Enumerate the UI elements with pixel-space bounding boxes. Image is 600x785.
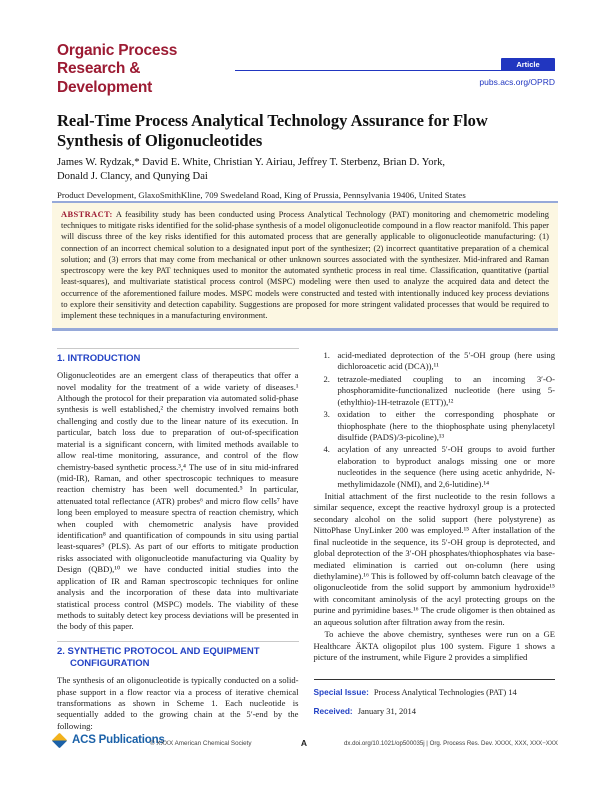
step-number: 2. [323,373,330,384]
journal-site-link[interactable]: pubs.acs.org/OPRD [479,77,555,87]
copyright-notice: © XXXX American Chemical Society [150,740,252,747]
affiliation-line: Product Development, GlaxoSmithKline, 709 Swedeland Road, King of Prussia, Pennsylvania 19406, United States [57,189,466,200]
synthesis-step [324,409,556,443]
section-heading-protocol: 2. SYNTHETIC PROTOCOL AND EQUIPMENT CONFIGURATION [57,641,299,670]
authors-line-2: Donald J. Clancy, and Qunying Dai [57,170,208,182]
abstract-box [52,201,558,331]
journal-name-line: Research & [57,60,141,78]
right-column [314,348,556,731]
abstract-text: A feasibility study has been conducted using Process Analytical Technology (PAT) monitoring and chemometric modeling techniques to mitigate risks identified for the solid-phase synthesis of a model oligonucleotide compound in a flow reactor manifold. This paper will discuss three of the key risks identified for this automated process that are generally applicable to oligonucleotide manufacturing: (1) connection of an incorrect chemical solution to a designated input port of the synthesizer; (2) incorrect quantitative preparation of a chemical solution; and (3) errors that may come from mechanical or other unknown sources associated with the synthesizer. Mid-infrared and Raman spectroscopy were the key PAT techniques used to monitor the automated synthetic process in real time. Classification, quantitative (partial least-squares), and multivariate statistical process control (MSPC) modeling were then used to analyze the acquired data and detect the occurrence of the aforementioned failure modes. MSPC models were constructed and tested with intentionally induced key process deviations to explore their sensitivity and detection capability. Suggestions are proposed for more stringent validated processes that would be required to implement these techniques in a manufacturing environment. [61,209,549,321]
page-title-line: Synthesis of Oligonucleotides [57,130,263,150]
publisher-name: ACS Publications [72,734,165,746]
step-text: tetrazole-mediated coupling to an incoming 3′-O-phosphoramidite-functionalized nucleotide (here using 5-(ethylthio)-1H-tetrazole (ETT)),¹² [337,373,555,407]
received-row [314,706,556,717]
abstract-label: ABSTRACT: [61,209,113,219]
journal-name-line: Organic Process [57,42,178,59]
authors-line [57,156,555,184]
article-type-badge: Article [501,58,555,71]
special-issue-label: Special Issue: [313,687,369,698]
step-text: oxidation to either the corresponding phosphate or thiophosphate (here to the thiophosphate using phenylacetyl disulfide (PADS)/3-picoline),¹³ [337,409,555,442]
synthesis-steps-list [324,350,556,490]
doi-citation-link[interactable]: dx.doi.org/10.1021/op500035j | Org. Process Res. Dev. XXXX, XXX, XXX−XXX [343,740,558,747]
special-issue-value: Process Analytical Technologies (PAT) 14 [373,687,517,698]
page-title [57,111,555,151]
received-value: January 31, 2014 [357,705,417,716]
section-heading-introduction: 1. INTRODUCTION [57,348,299,365]
special-issue-row [314,687,556,698]
page-footer [50,731,558,759]
page-title-line: Real-Time Process Analytical Technology Assurance for Flow [57,111,488,130]
initial-attachment-paragraph: Initial attachment of the first nucleotide to the resin follows a similar sequence, except the reactive hydroxyl group is a protected secondary alcohol on the solid support (here polystyrene) as NittoPhase UnyLinker 200 was employed.¹⁵ After installation of the final nucleotide in the sequence, its 5′-OH group is deprotected, and global deprotection of the 3′-OH phosphates/thiophosphates via base-mediated elimination is carried out on-column (here using diethylamine).¹⁶ This is followed by off-column batch cleavage of the oligonucleotide from the solid support by ammonium hydroxide¹⁵ with concomitant aminolysis of the acyl protecting groups on the purine and pyrimidine bases.¹⁶ The crude oligomer is then obtained as an aqueous solution after filtration away from the resin. [313,491,555,627]
synthesis-step [324,444,556,490]
step-number: 4. [323,444,330,455]
introduction-paragraph: Oligonucleotides are an emergent class of therapeutics that offer a novel modality for the treatment of a wide variety of diseases.¹ Although the protocol for their preparation via automated solid-phase synthesis is well established,² the chemistry involved remains both challenging and costly due to the linear nature of its execution. In particular, batch loss due to preparation of out-of-specification material is a significant concern, with limited methods available to allow real-time monitoring, assurance, and control of the flow chemistry-based synthetic process.³,⁴ The use of in situ mid-infrared (mid-IR), Raman, and other spectroscopic techniques to measure reaction chemistry has been well documented.⁵ In particular, attenuated total reflectance (ATR) probes⁶ and micro flow cells⁷ have long been employed to measure spectra of reaction chemistry, which when coupled with chemometric analysis have provided identification⁸ and quantification of compounds in situ using partial least-squares⁹ (PLS). As part of our efforts to mitigate production risks associated with oligonucleotide manufacturing via Quality by Design (QBD),¹⁰ we have conducted initial studies into the application of IR and Raman spectroscopic techniques for online analysis and the incorporation of these data into multivariate statistical process control (MSPC) models. The viability of these methods to suitably detect key process deviations will be presented in the body of this paper. [57,370,299,632]
page-letter: A [300,738,308,748]
instrument-paragraph: To achieve the above chemistry, syntheses were run on a GE Healthcare ÄKTA oligopilot plus 100 system. Figure 1 shows a picture of the instrument, while Figure 2 provides a simplified [313,629,555,662]
acs-diamond-icon [52,732,68,748]
journal-name [57,42,227,97]
step-text: acylation of any unreacted 5′-OH groups to avoid further elaboration to byproduct analogs missing one or more nucleotides in the sequence (here using acetic anhydride, N-methylimidazole (NMI), and 2,6-lutidine).¹⁴ [337,444,555,489]
left-column [57,348,299,731]
authors-line-1: James W. Rydzak,* David E. White, Christian Y. Airiau, Jeffrey T. Sterbenz, Brian D. York, [57,156,446,168]
step-number: 3. [323,409,330,420]
protocol-paragraph: The synthesis of an oligonucleotide is typically conducted on a solid-phase support in a flow reactor via a process of iterative chemical transformations as shown in Scheme 1. Each nucleotide is sequentially added to the growing chain at the 5′-end by the following: [57,675,299,731]
special-issue-block [314,679,556,724]
received-label: Received: [313,705,353,716]
body-columns [57,348,555,731]
synthesis-step [324,350,556,373]
acs-publications-logo [54,734,165,746]
step-text: acid-mediated deprotection of the 5′-OH group (here using dichloroacetic acid (DCA)),¹¹ [337,350,555,372]
journal-name-line: Development [57,78,153,96]
synthesis-step [324,374,556,408]
title-block [57,111,555,200]
step-number: 1. [323,350,330,360]
